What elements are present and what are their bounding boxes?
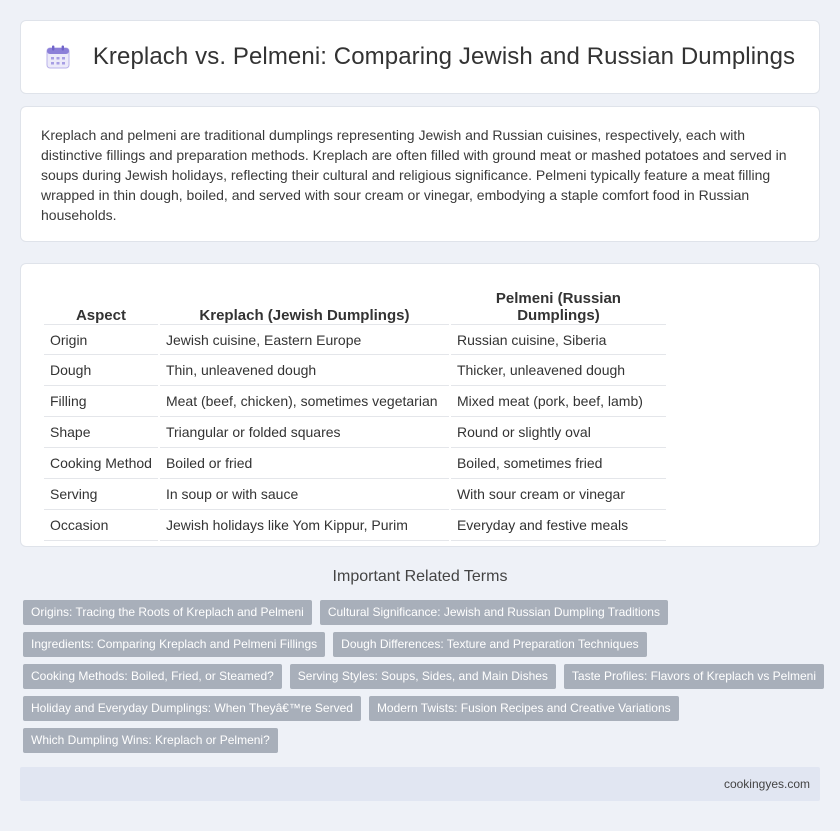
calendar-icon	[45, 44, 71, 70]
table-cell-pelmeni: Thicker, unleavened dough	[451, 355, 666, 386]
table-row	[44, 417, 666, 448]
table-row	[44, 324, 666, 355]
table-cell-aspect: Filling	[44, 386, 158, 417]
table-cell-pelmeni: Everyday and festive meals	[451, 510, 666, 541]
table-row	[44, 479, 666, 510]
table-cell-kreplach: Thin, unleavened dough	[160, 355, 449, 386]
related-term-tag[interactable]: Which Dumpling Wins: Kreplach or Pelmeni?	[23, 728, 278, 753]
related-term-tag[interactable]: Taste Profiles: Flavors of Kreplach vs Pelmeni	[564, 664, 824, 689]
table-cell-pelmeni: Russian cuisine, Siberia	[451, 324, 666, 355]
related-term-tag[interactable]: Holiday and Everyday Dumplings: When Theyâ€™re Served	[23, 696, 361, 721]
table-row	[44, 510, 666, 541]
related-term-tag[interactable]: Serving Styles: Soups, Sides, and Main Dishes	[290, 664, 556, 689]
table-cell-kreplach: Jewish holidays like Yom Kippur, Purim	[160, 510, 449, 541]
related-term-tag[interactable]: Modern Twists: Fusion Recipes and Creative Variations	[369, 696, 679, 721]
table-cell-aspect: Cooking Method	[44, 448, 158, 479]
table-cell-kreplach: Boiled or fried	[160, 448, 449, 479]
title-card	[20, 20, 820, 94]
intro-paragraph: Kreplach and pelmeni are traditional dumplings representing Jewish and Russian cuisines, respectively, each with distinctive fillings and preparation methods. Kreplach are often filled with ground meat or mashed potatoes and served in soups during Jewish holidays, reflecting their cultural and religious significance. Pelmeni typically feature a meat filling wrapped in thin dough, boiled, and served with sour cream or vinegar, embodying a staple comfort food in Russian households.	[41, 127, 787, 223]
column-header-kreplach: Kreplach (Jewish Dumplings)	[199, 307, 410, 324]
related-term-tag[interactable]: Ingredients: Comparing Kreplach and Pelmeni Fillings	[23, 632, 325, 657]
table-cell-aspect: Serving	[44, 479, 158, 510]
table-header-row	[44, 284, 666, 324]
tag-row	[23, 600, 668, 625]
table-cell-kreplach: Triangular or folded squares	[160, 417, 449, 448]
column-header-pelmeni: Pelmeni (Russian Dumplings)	[495, 290, 621, 324]
comparison-table	[42, 284, 668, 541]
tag-row	[23, 728, 278, 753]
table-cell-pelmeni: With sour cream or vinegar	[451, 479, 666, 510]
table-cell-kreplach: Meat (beef, chicken), sometimes vegetarian	[160, 386, 449, 417]
table-cell-pelmeni: Mixed meat (pork, beef, lamb)	[451, 386, 666, 417]
table-cell-aspect: Dough	[44, 355, 158, 386]
table-cell-pelmeni: Boiled, sometimes fried	[451, 448, 666, 479]
tag-row	[23, 696, 679, 721]
tag-row	[23, 632, 647, 657]
related-term-tag[interactable]: Dough Differences: Texture and Preparation Techniques	[333, 632, 647, 657]
comparison-card	[20, 263, 820, 547]
table-cell-aspect: Shape	[44, 417, 158, 448]
column-header-aspect: Aspect	[75, 307, 126, 324]
table-cell-kreplach: In soup or with sauce	[160, 479, 449, 510]
related-term-tag[interactable]: Cultural Significance: Jewish and Russian Dumpling Traditions	[320, 600, 668, 625]
table-cell-aspect: Occasion	[44, 510, 158, 541]
related-terms-heading: Important Related Terms	[332, 568, 508, 585]
related-term-tag[interactable]: Cooking Methods: Boiled, Fried, or Steamed?	[23, 664, 282, 689]
related-term-tag[interactable]: Origins: Tracing the Roots of Kreplach and Pelmeni	[23, 600, 312, 625]
table-row	[44, 355, 666, 386]
tag-row	[23, 664, 824, 689]
table-cell-pelmeni: Round or slightly oval	[451, 417, 666, 448]
table-cell-kreplach: Jewish cuisine, Eastern Europe	[160, 324, 449, 355]
page-title: Kreplach vs. Pelmeni: Comparing Jewish and Russian Dumplings	[92, 43, 796, 70]
table-cell-aspect: Origin	[44, 324, 158, 355]
intro-card	[20, 106, 820, 242]
table-row	[44, 448, 666, 479]
table-row	[44, 386, 666, 417]
footer-source-link[interactable]: cookingyes.com	[723, 777, 810, 791]
footer	[20, 767, 820, 801]
